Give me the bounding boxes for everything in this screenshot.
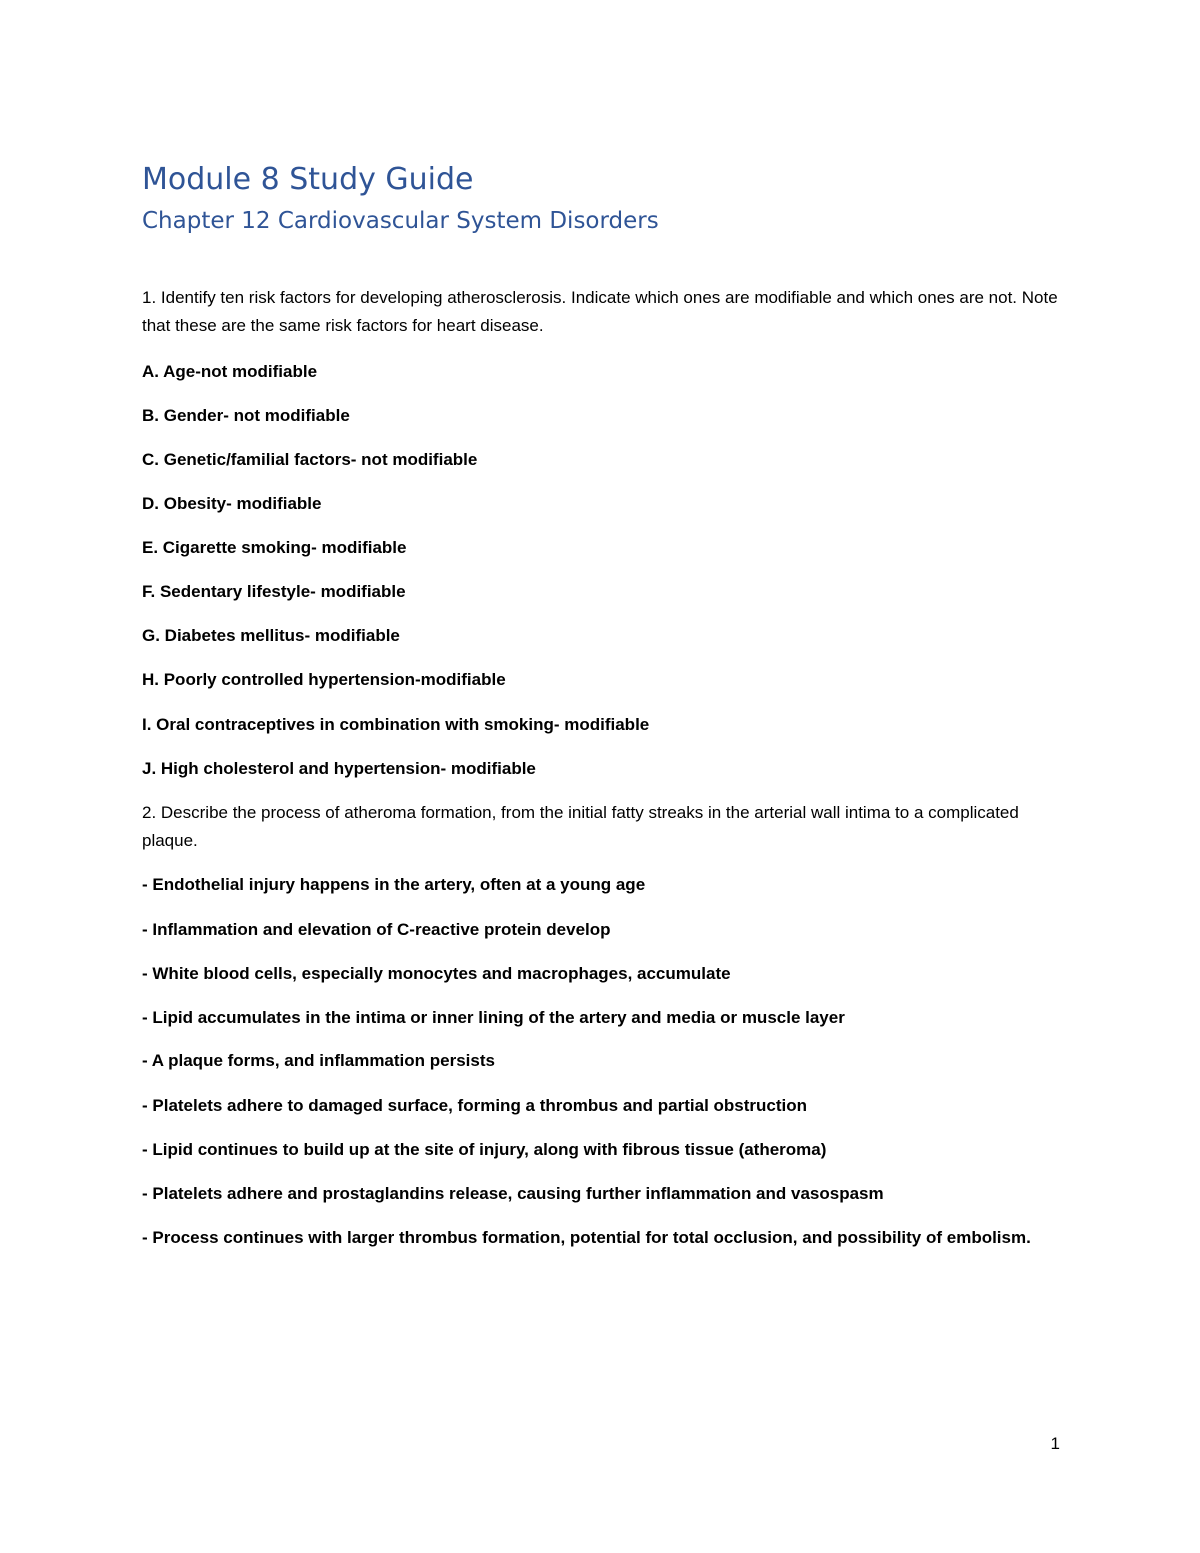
atheroma-step: - Platelets adhere and prostaglandins release, causing further inflammation and vasospasm — [142, 1184, 884, 1203]
atheroma-step: - Endothelial injury happens in the artery, often at a young age — [142, 875, 646, 894]
page-number: 1 — [1050, 1434, 1060, 1453]
question-1-prompt: 1. Identify ten risk factors for developing atherosclerosis. Indicate which ones are modifiable and which ones are not. Note that these are the same risk factors for heart disease. — [142, 288, 1058, 335]
atheroma-step: - Lipid accumulates in the intima or inner lining of the artery and media or muscle layer — [142, 1008, 845, 1027]
risk-factor-answer: I. Oral contraceptives in combination with smoking- modifiable — [142, 715, 650, 734]
risk-factor-answer: C. Genetic/familial factors- not modifiable — [142, 450, 478, 469]
risk-factor-answer: A. Age-not modifiable — [142, 362, 318, 381]
risk-factor-answer: D. Obesity- modifiable — [142, 494, 322, 513]
document-title: Module 8 Study Guide — [142, 162, 474, 197]
risk-factor-answer: E. Cigarette smoking- modifiable — [142, 538, 407, 557]
risk-factor-answer: G. Diabetes mellitus- modifiable — [142, 626, 400, 645]
question-2-prompt: 2. Describe the process of atheroma formation, from the initial fatty streaks in the arterial wall intima to a complicated plaque. — [142, 803, 1019, 850]
atheroma-step: - White blood cells, especially monocytes and macrophages, accumulate — [142, 964, 731, 983]
atheroma-step: - Platelets adhere to damaged surface, forming a thrombus and partial obstruction — [142, 1096, 808, 1115]
risk-factor-answer: B. Gender- not modifiable — [142, 406, 350, 425]
risk-factor-answer: H. Poorly controlled hypertension-modifiable — [142, 670, 506, 689]
atheroma-step: - Lipid continues to build up at the site of injury, along with fibrous tissue (atheroma) — [142, 1140, 827, 1159]
atheroma-step: - Process continues with larger thrombus formation, potential for total occlusion, and possibility of embolism. — [142, 1228, 1031, 1247]
chapter-subtitle: Chapter 12 Cardiovascular System Disorders — [142, 208, 659, 234]
atheroma-step: - A plaque forms, and inflammation persists — [142, 1051, 495, 1070]
risk-factor-answer: J. High cholesterol and hypertension- modifiable — [142, 759, 536, 778]
risk-factor-answer: F. Sedentary lifestyle- modifiable — [142, 582, 406, 601]
atheroma-step: - Inflammation and elevation of C-reactive protein develop — [142, 920, 611, 939]
